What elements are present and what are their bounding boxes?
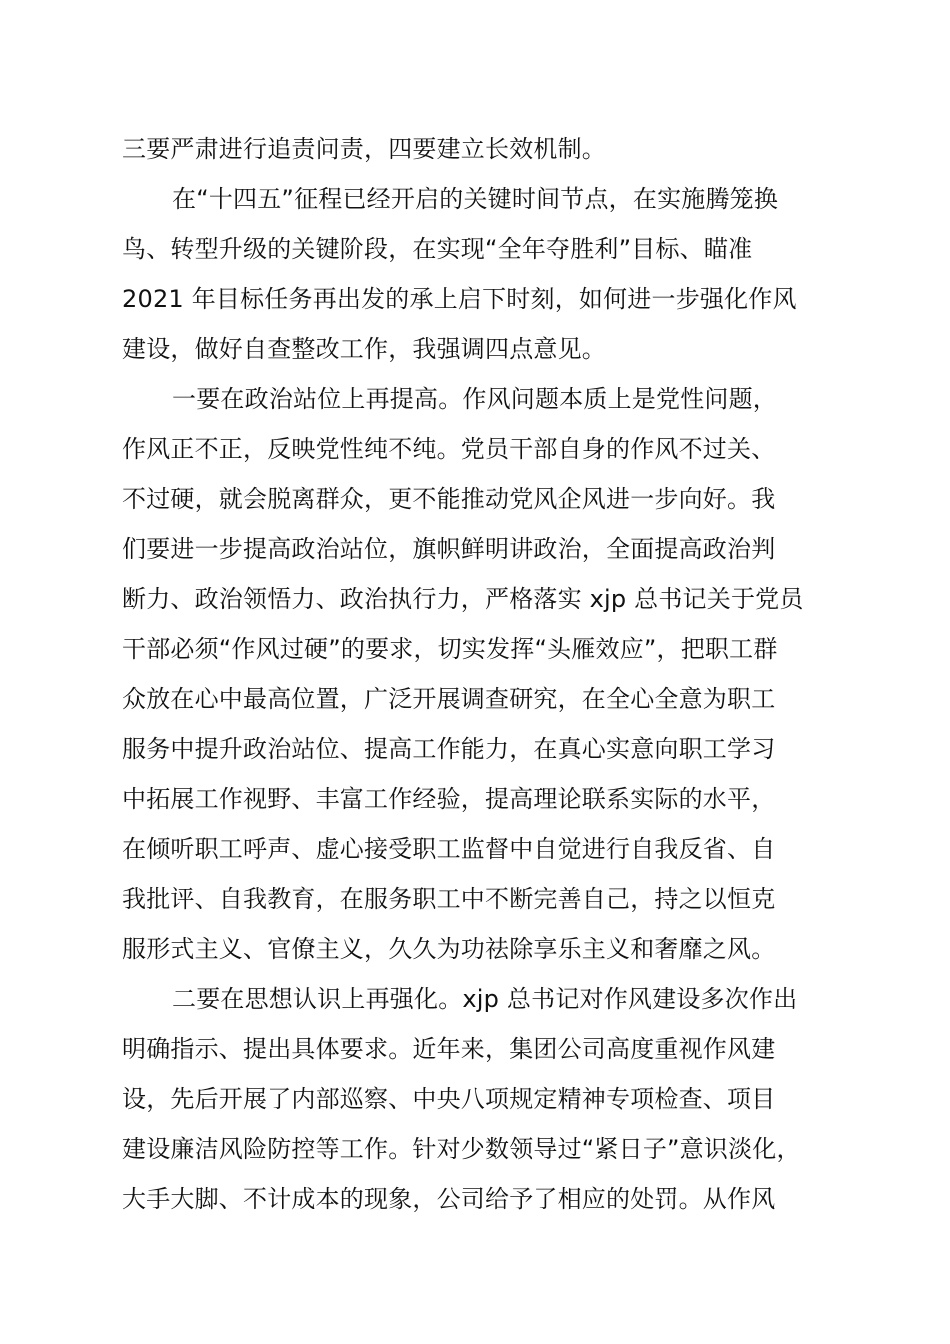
paragraph-first-line: 一要在政治站位上再提高。作风问题本质上是党性问题，	[172, 385, 777, 413]
text-line: 大手大脚、不计成本的现象，公司给予了相应的处罚。从作风	[122, 1185, 776, 1213]
text-line: 干部必须“作风过硬”的要求，切实发挥“头雁效应”，把职工群	[122, 635, 778, 663]
text-line: 们要进一步提高政治站位，旗帜鲜明讲政治，全面提高政治判	[122, 535, 776, 563]
text-line: 建设廉洁风险防控等工作。针对少数领导过“紧日子”意识淡化，	[122, 1135, 801, 1163]
text-line: 断力、政治领悟力、政治执行力，严格落实 xjp 总书记关于党员	[122, 585, 804, 613]
text-line: 2021 年目标任务再出发的承上启下时刻，如何进一步强化作风	[122, 285, 797, 313]
text-line: 鸟、转型升级的关键阶段，在实现“全年夺胜利”目标、瞄准	[122, 235, 753, 263]
text-line: 三要严肃进行追责问责，四要建立长效机制。	[122, 135, 606, 163]
text-line: 建设，做好自查整改工作，我强调四点意见。	[122, 335, 606, 363]
text-line: 服形式主义、官僚主义，久久为功祛除享乐主义和奢靡之风。	[122, 935, 776, 963]
text-line: 作风正不正，反映党性纯不纯。党员干部自身的作风不过关、	[122, 435, 776, 463]
text-line: 明确指示、提出具体要求。近年来，集团公司高度重视作风建	[122, 1035, 776, 1063]
text-line: 在倾听职工呼声、虚心接受职工监督中自觉进行自我反省、自	[122, 835, 776, 863]
paragraph-first-line: 二要在思想认识上再强化。xjp 总书记对作风建设多次作出	[172, 985, 798, 1013]
text-line: 中拓展工作视野、丰富工作经验，提高理论联系实际的水平，	[122, 785, 776, 813]
text-line: 我批评、自我教育，在服务职工中不断完善自己，持之以恒克	[122, 885, 776, 913]
text-line: 众放在心中最高位置，广泛开展调查研究，在全心全意为职工	[122, 685, 776, 713]
text-line: 设，先后开展了内部巡察、中央八项规定精神专项检查、项目	[122, 1085, 776, 1113]
paragraph-first-line: 在“十四五”征程已经开启的关键时间节点，在实施腾笼换	[172, 185, 779, 213]
text-line: 服务中提升政治站位、提高工作能力，在真心实意向职工学习	[122, 735, 776, 763]
text-line: 不过硬，就会脱离群众，更不能推动党风企风进一步向好。我	[122, 485, 776, 513]
